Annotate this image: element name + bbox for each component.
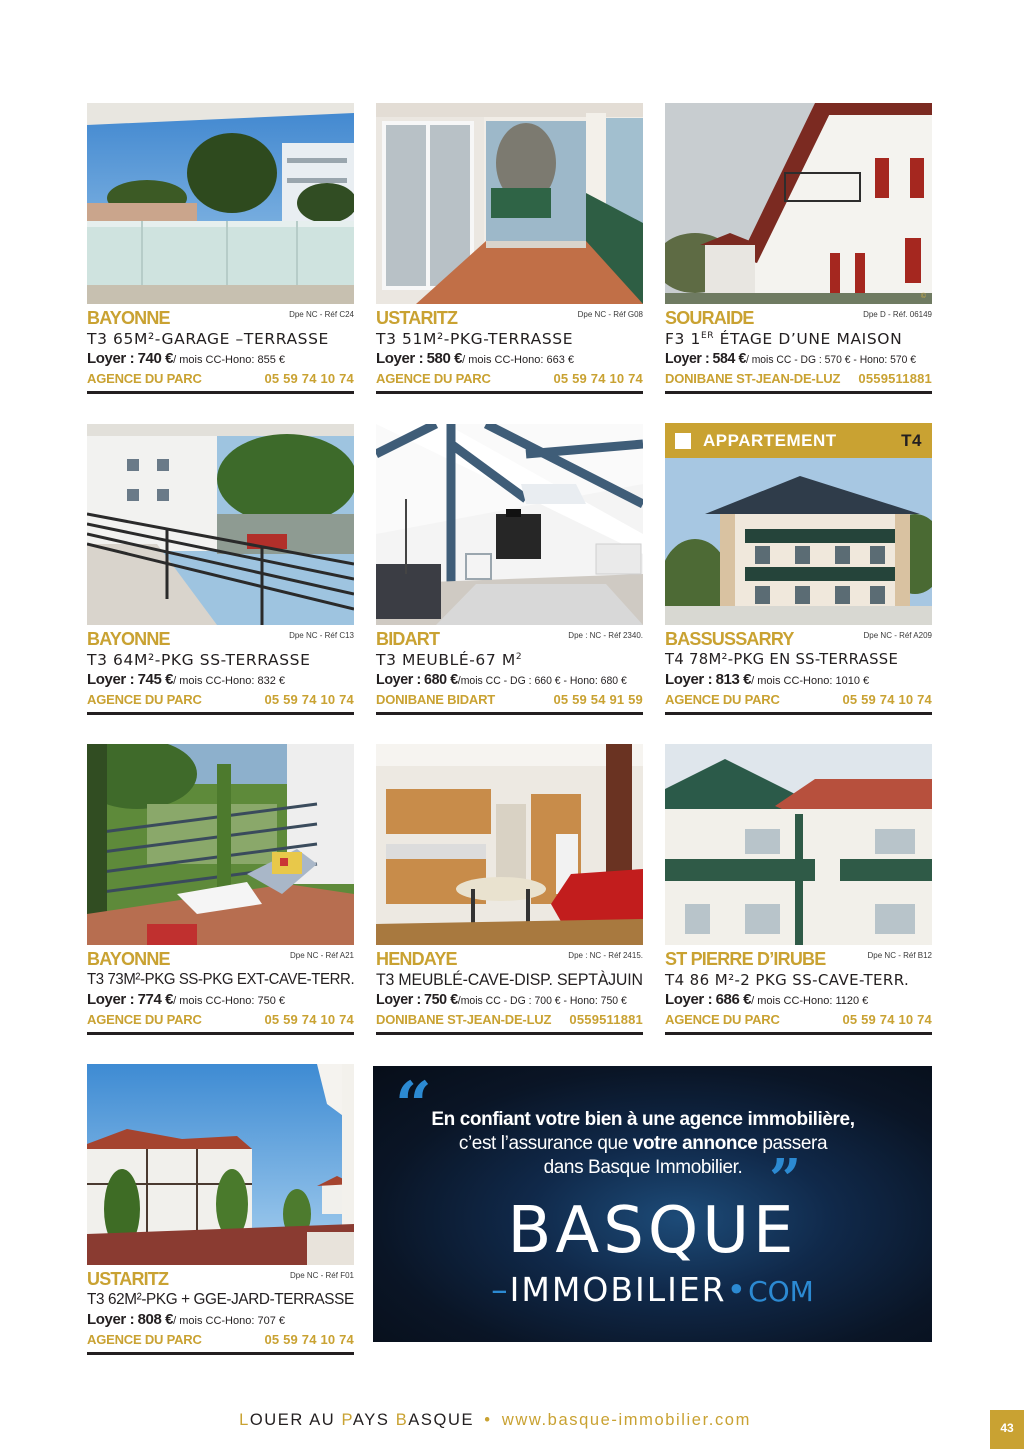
agency-name: AGENCE DU PARC [87, 1332, 202, 1347]
listing-ref: Dpe : NC - Réf 2415. [568, 951, 643, 960]
listing-title: T4 86 M²-2 PKG SS-CAVE-TERR. [665, 971, 910, 989]
listing-card[interactable] [87, 744, 354, 1035]
listing-agency [665, 1011, 932, 1029]
agency-phone[interactable]: 05 59 74 10 74 [842, 1012, 932, 1027]
listing-title: T3 MEUBLÉ-CAVE-DISP. SEPTÀJUIN [376, 971, 643, 989]
listing-ref: Dpe NC - Réf A209 [863, 631, 932, 640]
listing-card[interactable] [87, 103, 354, 394]
listing-title: T3 65M²-GARAGE –TERRASSE [87, 330, 329, 348]
divider [376, 391, 643, 394]
listing-ref: Dpe NC - Réf B12 [867, 951, 932, 960]
divider [87, 1352, 354, 1355]
brand-logo-top: BASQUE [507, 1194, 798, 1268]
listing-photo[interactable] [87, 424, 354, 625]
listing-rent: Loyer : 580 €/ mois CC-Hono: 663 € [376, 350, 574, 367]
listing-city: BAYONNE [87, 629, 170, 649]
photo-basque-building-green [665, 744, 932, 945]
listing-ref: Dpe NC - Réf A21 [289, 951, 354, 960]
listing-agency [376, 370, 643, 388]
agency-name: AGENCE DU PARC [665, 1012, 780, 1027]
divider [87, 391, 354, 394]
listing-card[interactable] [87, 1064, 354, 1355]
banner-label: APPARTEMENT [703, 430, 837, 450]
photo-terrace-sliding-door [376, 103, 643, 304]
listing-ref: Dpe NC - Réf C13 [289, 631, 354, 640]
listing-city: USTARITZ [376, 308, 458, 328]
listing-agency [665, 370, 932, 388]
listing-agency [87, 370, 354, 388]
listing-title: T4 78M²-PKG EN SS-TERRASSE [665, 651, 899, 668]
footer-url[interactable]: www.basque-immobilier.com [501, 1411, 751, 1429]
photo-kitchen-dining [376, 744, 643, 945]
listing-photo[interactable] [87, 744, 354, 945]
advertisement[interactable] [373, 1066, 932, 1342]
photo-balcony-glass [87, 103, 354, 304]
square-icon [675, 433, 691, 449]
photo-terrace-chairs [87, 744, 354, 945]
listing-ref: Dpe NC - Réf G08 [577, 310, 643, 319]
listing-title: T3 MEUBLÉ-67 $M^2$ [376, 651, 523, 669]
listing-photo[interactable] [376, 744, 643, 945]
agency-phone[interactable]: 05 59 74 10 74 [553, 371, 643, 386]
listing-title: F3 1ER ÉTAGE D’UNE MAISON [665, 330, 903, 348]
listing-photo[interactable] [376, 424, 643, 625]
quote-open-icon: “ [395, 1068, 432, 1143]
brand-logo-bottom: –IMMOBILIER•COM [491, 1270, 814, 1309]
listing-city: BAYONNE [87, 949, 170, 969]
agency-name: DONIBANE ST-JEAN-DE-LUZ [376, 1012, 552, 1027]
listing-rent: Loyer : 584 €/ mois CC - DG : 570 € - Hono: 570 € [665, 350, 917, 367]
listing-ref: Dpe : NC - Réf 2340. [568, 631, 643, 640]
listing-city: HENDAYE [376, 949, 457, 969]
listing-rent: Loyer : 808 €/ mois CC-Hono: 707 € [87, 1311, 285, 1328]
agency-name: AGENCE DU PARC [376, 371, 491, 386]
divider [376, 712, 643, 715]
agency-name: AGENCE DU PARC [87, 371, 202, 386]
listing-photo[interactable] [665, 103, 932, 304]
agency-name: AGENCE DU PARC [87, 1012, 202, 1027]
divider [665, 712, 932, 715]
agency-name: AGENCE DU PARC [665, 692, 780, 707]
listing-card[interactable] [665, 424, 932, 715]
listing-city: BAYONNE [87, 308, 170, 328]
listing-card[interactable] [665, 103, 932, 394]
listing-agency [87, 1011, 354, 1029]
category-banner [665, 423, 932, 458]
agency-phone[interactable]: 05 59 74 10 74 [264, 1012, 354, 1027]
divider [665, 391, 932, 394]
agency-name: AGENCE DU PARC [87, 692, 202, 707]
listing-title: T3 64M²-PKG SS-TERRASSE [87, 651, 311, 669]
listing-rent: Loyer : 686 €/ mois CC-Hono: 1120 € [665, 991, 869, 1008]
page-number: 43 [990, 1410, 1024, 1449]
listing-title: T3 62M²-PKG + GGE-JARD-TERRASSE [87, 1291, 354, 1308]
listing-agency [87, 691, 354, 709]
photo-balcony-metal-railing [87, 424, 354, 625]
listing-city: USTARITZ [87, 1269, 169, 1289]
banner-type: T4 [901, 430, 922, 450]
page-footer: LOUER AU PAYS BASQUE • www.basque-immobilier.com [239, 1411, 751, 1429]
listing-card[interactable] [376, 744, 643, 1035]
listing-agency [376, 1011, 643, 1029]
photo-attic-living-room [376, 424, 643, 625]
listing-rent: Loyer : 774 €/ mois CC-Hono: 750 € [87, 991, 285, 1008]
listing-card[interactable] [376, 424, 643, 715]
divider [376, 1032, 643, 1035]
photo-credit: © [920, 293, 926, 300]
listing-rent: Loyer : 680 €/mois CC - DG : 660 € - Hono: 680 € [376, 671, 627, 688]
listing-agency [376, 691, 643, 709]
listing-ref: Dpe NC - Réf C24 [289, 310, 354, 319]
ad-message: En confiant votre bien à une agence immobilière, c’est l’assurance que votre annonce passera dans Basque Immobilier. [431, 1109, 855, 1178]
quote-close-icon: ” [769, 1147, 802, 1213]
listing-agency [87, 1331, 354, 1349]
listing-photo[interactable] [665, 744, 932, 945]
agency-phone[interactable]: 05 59 74 10 74 [264, 1332, 354, 1347]
listing-card[interactable] [376, 103, 643, 394]
listing-photo[interactable] [87, 103, 354, 304]
listing-agency [665, 691, 932, 709]
listing-city: SOURAIDE [665, 308, 754, 328]
agency-name: DONIBANE ST-JEAN-DE-LUZ [665, 371, 841, 386]
listing-photo[interactable] [376, 103, 643, 304]
listing-ref: Dpe D - Réf. 06149 [863, 310, 932, 319]
agency-name: DONIBANE BIDART [376, 692, 496, 707]
listing-city: BIDART [376, 629, 440, 649]
listing-rent: Loyer : 813 €/ mois CC-Hono: 1010 € [665, 671, 870, 688]
photo-residence-trees [87, 1064, 354, 1265]
listing-city: ST PIERRE D’IRUBE [665, 949, 826, 969]
bullet-icon: • [484, 1411, 492, 1429]
listing-card[interactable] [87, 424, 354, 715]
agency-phone[interactable]: 0559511881 [858, 371, 932, 386]
listing-rent: Loyer : 740 €/ mois CC-Hono: 855 € [87, 350, 285, 367]
listing-card[interactable] [665, 744, 932, 1035]
listing-title: T3 51M²-PKG-TERRASSE [376, 330, 574, 348]
divider [87, 1032, 354, 1035]
listing-rent: Loyer : 750 €/mois CC - DG : 700 € - Hono: 750 € [376, 991, 627, 1008]
listing-title: T3 73M²-PKG SS-PKG EXT-CAVE-TERR. [87, 971, 355, 988]
photo-basque-house [665, 103, 932, 304]
agency-phone[interactable]: 0559511881 [569, 1012, 643, 1027]
listing-photo[interactable] [87, 1064, 354, 1265]
divider [665, 1032, 932, 1035]
listing-rent: Loyer : 745 €/ mois CC-Hono: 832 € [87, 671, 285, 688]
agency-phone[interactable]: 05 59 74 10 74 [264, 371, 354, 386]
agency-phone[interactable]: 05 59 74 10 74 [842, 692, 932, 707]
listing-city: BASSUSSARRY [665, 629, 794, 649]
listing-ref: Dpe NC - Réf F01 [289, 1271, 354, 1280]
agency-phone[interactable]: 05 59 54 91 59 [553, 692, 643, 707]
agency-phone[interactable]: 05 59 74 10 74 [264, 692, 354, 707]
divider [87, 712, 354, 715]
